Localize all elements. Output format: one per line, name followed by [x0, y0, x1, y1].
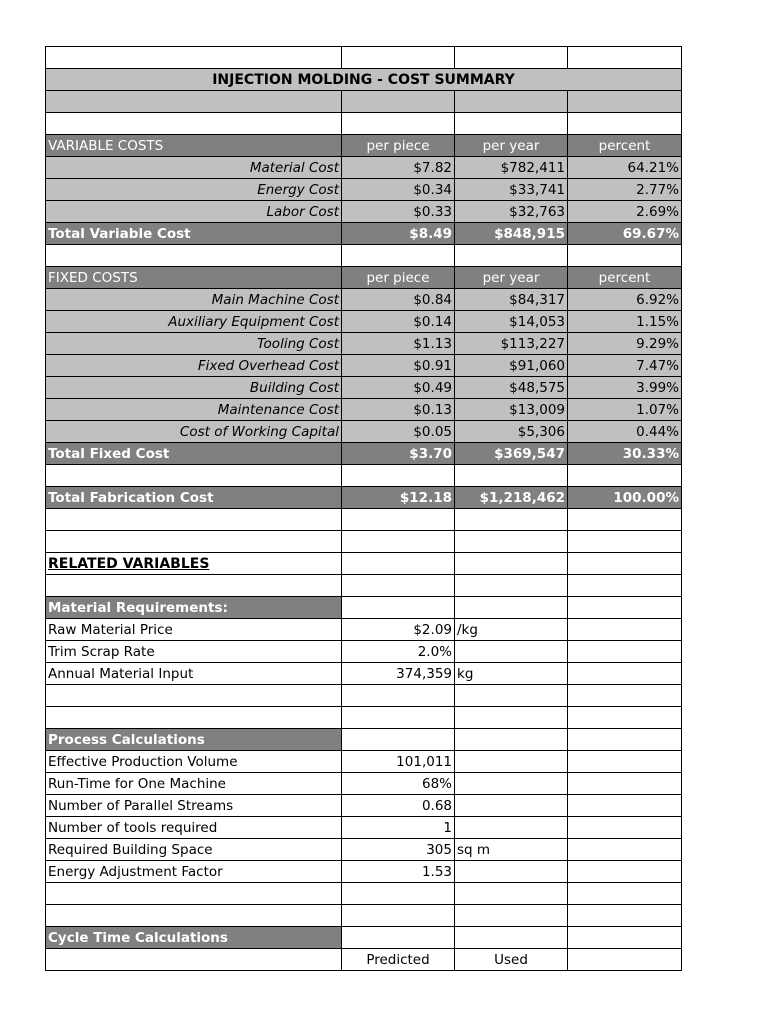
cost-label[interactable]: Labor Cost — [46, 201, 342, 223]
variable-value[interactable]: 2.0% — [342, 641, 455, 663]
empty-cell[interactable] — [342, 597, 455, 619]
title-row — [46, 69, 682, 91]
fabrication-percent[interactable]: 100.00% — [568, 487, 682, 509]
cost-row — [46, 157, 682, 179]
blank-row — [46, 685, 682, 707]
empty-cell[interactable] — [568, 773, 682, 795]
per-year-value[interactable]: $14,053 — [455, 311, 568, 333]
blank-row — [46, 245, 682, 267]
percent-value[interactable]: 64.21% — [568, 157, 682, 179]
variable-unit[interactable] — [455, 861, 568, 883]
total-per-piece[interactable]: $8.49 — [342, 223, 455, 245]
empty-cell[interactable] — [568, 905, 682, 927]
empty-cell[interactable] — [342, 707, 455, 729]
fixed-costs-total-row — [46, 443, 682, 465]
per-year-value[interactable]: $48,575 — [455, 377, 568, 399]
total-label[interactable]: Total Fixed Cost — [46, 443, 342, 465]
empty-cell[interactable] — [455, 465, 568, 487]
fabrication-total-label[interactable]: Total Fabrication Cost — [46, 487, 342, 509]
empty-cell[interactable] — [342, 531, 455, 553]
cost-label[interactable]: Energy Cost — [46, 179, 342, 201]
variable-costs-header-row — [46, 135, 682, 157]
percent-value[interactable]: 3.99% — [568, 377, 682, 399]
empty-cell[interactable] — [568, 641, 682, 663]
empty-cell[interactable] — [455, 927, 568, 949]
empty-cell[interactable] — [455, 245, 568, 267]
cost-label[interactable]: Maintenance Cost — [46, 399, 342, 421]
sheet-title[interactable]: INJECTION MOLDING - COST SUMMARY — [46, 69, 682, 91]
cost-label[interactable]: Auxiliary Equipment Cost — [46, 311, 342, 333]
empty-cell[interactable] — [46, 575, 342, 597]
empty-cell[interactable] — [455, 729, 568, 751]
variable-label[interactable]: Run-Time for One Machine — [46, 773, 342, 795]
empty-cell[interactable] — [342, 113, 455, 135]
variable-costs-heading[interactable]: VARIABLE COSTS — [46, 135, 342, 157]
empty-cell[interactable] — [568, 465, 682, 487]
empty-cell[interactable] — [568, 47, 682, 69]
per-year-value[interactable]: $84,317 — [455, 289, 568, 311]
variable-unit[interactable]: sq m — [455, 839, 568, 861]
empty-cell[interactable] — [568, 883, 682, 905]
variable-label[interactable]: Annual Material Input — [46, 663, 342, 685]
fabrication-per-piece[interactable]: $12.18 — [342, 487, 455, 509]
variable-value[interactable]: 305 — [342, 839, 455, 861]
empty-cell[interactable] — [455, 597, 568, 619]
empty-cell[interactable] — [455, 509, 568, 531]
percent-value[interactable]: 6.92% — [568, 289, 682, 311]
empty-cell[interactable] — [342, 575, 455, 597]
material-requirements-heading[interactable]: Material Requirements: — [46, 597, 342, 619]
material-requirements-header-row — [46, 597, 682, 619]
per-piece-value[interactable]: $0.84 — [342, 289, 455, 311]
variable-row — [46, 641, 682, 663]
cost-row — [46, 179, 682, 201]
cost-row — [46, 333, 682, 355]
total-per-year[interactable]: $848,915 — [455, 223, 568, 245]
empty-cell[interactable] — [568, 751, 682, 773]
cycle-time-columns-row — [46, 949, 682, 971]
variable-row — [46, 795, 682, 817]
per-piece-header[interactable]: per piece — [342, 135, 455, 157]
empty-cell[interactable] — [342, 47, 455, 69]
variable-row — [46, 663, 682, 685]
empty-cell[interactable] — [342, 927, 455, 949]
variable-value[interactable]: 0.68 — [342, 795, 455, 817]
empty-cell[interactable] — [455, 47, 568, 69]
blank-row — [46, 883, 682, 905]
process-calculations-heading[interactable]: Process Calculations — [46, 729, 342, 751]
empty-cell[interactable] — [568, 707, 682, 729]
per-piece-value[interactable]: $0.91 — [342, 355, 455, 377]
process-calculations-header-row — [46, 729, 682, 751]
used-column-header[interactable]: Used — [455, 949, 568, 971]
empty-cell[interactable] — [455, 553, 568, 575]
empty-cell[interactable] — [46, 465, 342, 487]
empty-cell[interactable] — [455, 905, 568, 927]
cycle-time-heading[interactable]: Cycle Time Calculations — [46, 927, 342, 949]
per-year-value[interactable]: $13,009 — [455, 399, 568, 421]
empty-cell[interactable] — [46, 245, 342, 267]
cost-label[interactable]: Fixed Overhead Cost — [46, 355, 342, 377]
empty-cell[interactable] — [342, 729, 455, 751]
variable-value[interactable]: 68% — [342, 773, 455, 795]
empty-cell[interactable] — [455, 685, 568, 707]
variable-unit[interactable] — [455, 751, 568, 773]
variable-row — [46, 861, 682, 883]
empty-cell[interactable] — [568, 839, 682, 861]
empty-cell[interactable] — [46, 91, 342, 113]
blank-row — [46, 47, 682, 69]
per-piece-value[interactable]: $0.33 — [342, 201, 455, 223]
empty-cell[interactable] — [568, 817, 682, 839]
variable-value[interactable]: 1.53 — [342, 861, 455, 883]
per-year-value[interactable]: $33,741 — [455, 179, 568, 201]
variable-label[interactable]: Number of tools required — [46, 817, 342, 839]
percent-value[interactable]: 0.44% — [568, 421, 682, 443]
empty-cell[interactable] — [568, 553, 682, 575]
fabrication-per-year[interactable]: $1,218,462 — [455, 487, 568, 509]
blank-row — [46, 113, 682, 135]
empty-cell[interactable] — [342, 91, 455, 113]
variable-unit[interactable]: kg — [455, 663, 568, 685]
fixed-costs-heading[interactable]: FIXED COSTS — [46, 267, 342, 289]
variable-label[interactable]: Trim Scrap Rate — [46, 641, 342, 663]
empty-cell[interactable] — [568, 619, 682, 641]
variable-unit[interactable] — [455, 795, 568, 817]
blank-row — [46, 575, 682, 597]
total-percent[interactable]: 30.33% — [568, 443, 682, 465]
variable-unit[interactable]: /kg — [455, 619, 568, 641]
percent-header[interactable]: percent — [568, 135, 682, 157]
empty-cell[interactable] — [455, 113, 568, 135]
cost-label[interactable]: Material Cost — [46, 157, 342, 179]
empty-cell[interactable] — [342, 685, 455, 707]
empty-cell[interactable] — [568, 245, 682, 267]
empty-cell[interactable] — [455, 575, 568, 597]
percent-value[interactable]: 2.77% — [568, 179, 682, 201]
cost-row — [46, 311, 682, 333]
variable-label[interactable]: Raw Material Price — [46, 619, 342, 641]
per-year-header[interactable]: per year — [455, 267, 568, 289]
empty-cell[interactable] — [46, 905, 342, 927]
per-piece-value[interactable]: $1.13 — [342, 333, 455, 355]
predicted-column-header[interactable]: Predicted — [342, 949, 455, 971]
empty-cell[interactable] — [568, 597, 682, 619]
variable-value[interactable]: 101,011 — [342, 751, 455, 773]
fabrication-total-row — [46, 487, 682, 509]
variable-value[interactable]: 374,359 — [342, 663, 455, 685]
variable-row — [46, 839, 682, 861]
empty-cell[interactable] — [46, 883, 342, 905]
variable-value[interactable]: 1 — [342, 817, 455, 839]
empty-cell[interactable] — [46, 47, 342, 69]
empty-cell[interactable] — [568, 113, 682, 135]
variable-label[interactable]: Required Building Space — [46, 839, 342, 861]
variable-row — [46, 619, 682, 641]
cost-label[interactable]: Main Machine Cost — [46, 289, 342, 311]
empty-cell[interactable] — [568, 663, 682, 685]
empty-cell[interactable] — [342, 553, 455, 575]
empty-cell[interactable] — [46, 949, 342, 971]
cycle-time-header-row — [46, 927, 682, 949]
variable-row — [46, 773, 682, 795]
blank-row — [46, 707, 682, 729]
per-year-value[interactable]: $91,060 — [455, 355, 568, 377]
variable-unit[interactable] — [455, 773, 568, 795]
cost-label[interactable]: Cost of Working Capital — [46, 421, 342, 443]
cost-row — [46, 377, 682, 399]
blank-row — [46, 531, 682, 553]
per-piece-value[interactable]: $0.14 — [342, 311, 455, 333]
grey-band-row — [46, 91, 682, 113]
empty-cell[interactable] — [46, 707, 342, 729]
total-per-piece[interactable]: $3.70 — [342, 443, 455, 465]
empty-cell[interactable] — [342, 245, 455, 267]
per-piece-header[interactable]: per piece — [342, 267, 455, 289]
per-piece-value[interactable]: $0.49 — [342, 377, 455, 399]
per-year-header[interactable]: per year — [455, 135, 568, 157]
empty-cell[interactable] — [568, 531, 682, 553]
per-year-value[interactable]: $32,763 — [455, 201, 568, 223]
empty-cell[interactable] — [455, 531, 568, 553]
percent-value[interactable]: 7.47% — [568, 355, 682, 377]
per-piece-value[interactable]: $0.34 — [342, 179, 455, 201]
cost-row — [46, 355, 682, 377]
per-year-value[interactable]: $782,411 — [455, 157, 568, 179]
cost-label[interactable]: Building Cost — [46, 377, 342, 399]
variable-value[interactable]: $2.09 — [342, 619, 455, 641]
variable-unit[interactable] — [455, 817, 568, 839]
total-per-year[interactable]: $369,547 — [455, 443, 568, 465]
cost-row — [46, 201, 682, 223]
fixed-costs-header-row — [46, 267, 682, 289]
per-piece-value[interactable]: $0.13 — [342, 399, 455, 421]
cost-summary-sheet — [45, 46, 682, 971]
variable-row — [46, 751, 682, 773]
empty-cell[interactable] — [568, 861, 682, 883]
related-variables-heading[interactable]: RELATED VARIABLES — [46, 553, 342, 575]
blank-row — [46, 905, 682, 927]
empty-cell[interactable] — [342, 905, 455, 927]
empty-cell[interactable] — [568, 685, 682, 707]
total-percent[interactable]: 69.67% — [568, 223, 682, 245]
variable-label[interactable]: Effective Production Volume — [46, 751, 342, 773]
per-piece-value[interactable]: $0.05 — [342, 421, 455, 443]
empty-cell[interactable] — [342, 883, 455, 905]
cost-row — [46, 399, 682, 421]
empty-cell[interactable] — [568, 729, 682, 751]
empty-cell[interactable] — [455, 91, 568, 113]
empty-cell[interactable] — [568, 91, 682, 113]
empty-cell[interactable] — [568, 949, 682, 971]
empty-cell[interactable] — [46, 509, 342, 531]
blank-row — [46, 509, 682, 531]
total-label[interactable]: Total Variable Cost — [46, 223, 342, 245]
percent-value[interactable]: 1.15% — [568, 311, 682, 333]
percent-value[interactable]: 2.69% — [568, 201, 682, 223]
related-heading-row — [46, 553, 682, 575]
empty-cell[interactable] — [568, 575, 682, 597]
percent-value[interactable]: 1.07% — [568, 399, 682, 421]
empty-cell[interactable] — [568, 509, 682, 531]
variable-row — [46, 817, 682, 839]
per-year-value[interactable]: $113,227 — [455, 333, 568, 355]
empty-cell[interactable] — [342, 465, 455, 487]
per-year-value[interactable]: $5,306 — [455, 421, 568, 443]
variable-label[interactable]: Energy Adjustment Factor — [46, 861, 342, 883]
empty-cell[interactable] — [568, 927, 682, 949]
empty-cell[interactable] — [46, 531, 342, 553]
percent-header[interactable]: percent — [568, 267, 682, 289]
empty-cell[interactable] — [342, 509, 455, 531]
per-piece-value[interactable]: $7.82 — [342, 157, 455, 179]
cost-row — [46, 289, 682, 311]
empty-cell[interactable] — [46, 685, 342, 707]
percent-value[interactable]: 9.29% — [568, 333, 682, 355]
variable-costs-total-row — [46, 223, 682, 245]
empty-cell[interactable] — [455, 883, 568, 905]
empty-cell[interactable] — [455, 707, 568, 729]
variable-unit[interactable] — [455, 641, 568, 663]
cost-row — [46, 421, 682, 443]
empty-cell[interactable] — [46, 113, 342, 135]
variable-label[interactable]: Number of Parallel Streams — [46, 795, 342, 817]
empty-cell[interactable] — [568, 795, 682, 817]
cost-label[interactable]: Tooling Cost — [46, 333, 342, 355]
blank-row — [46, 465, 682, 487]
